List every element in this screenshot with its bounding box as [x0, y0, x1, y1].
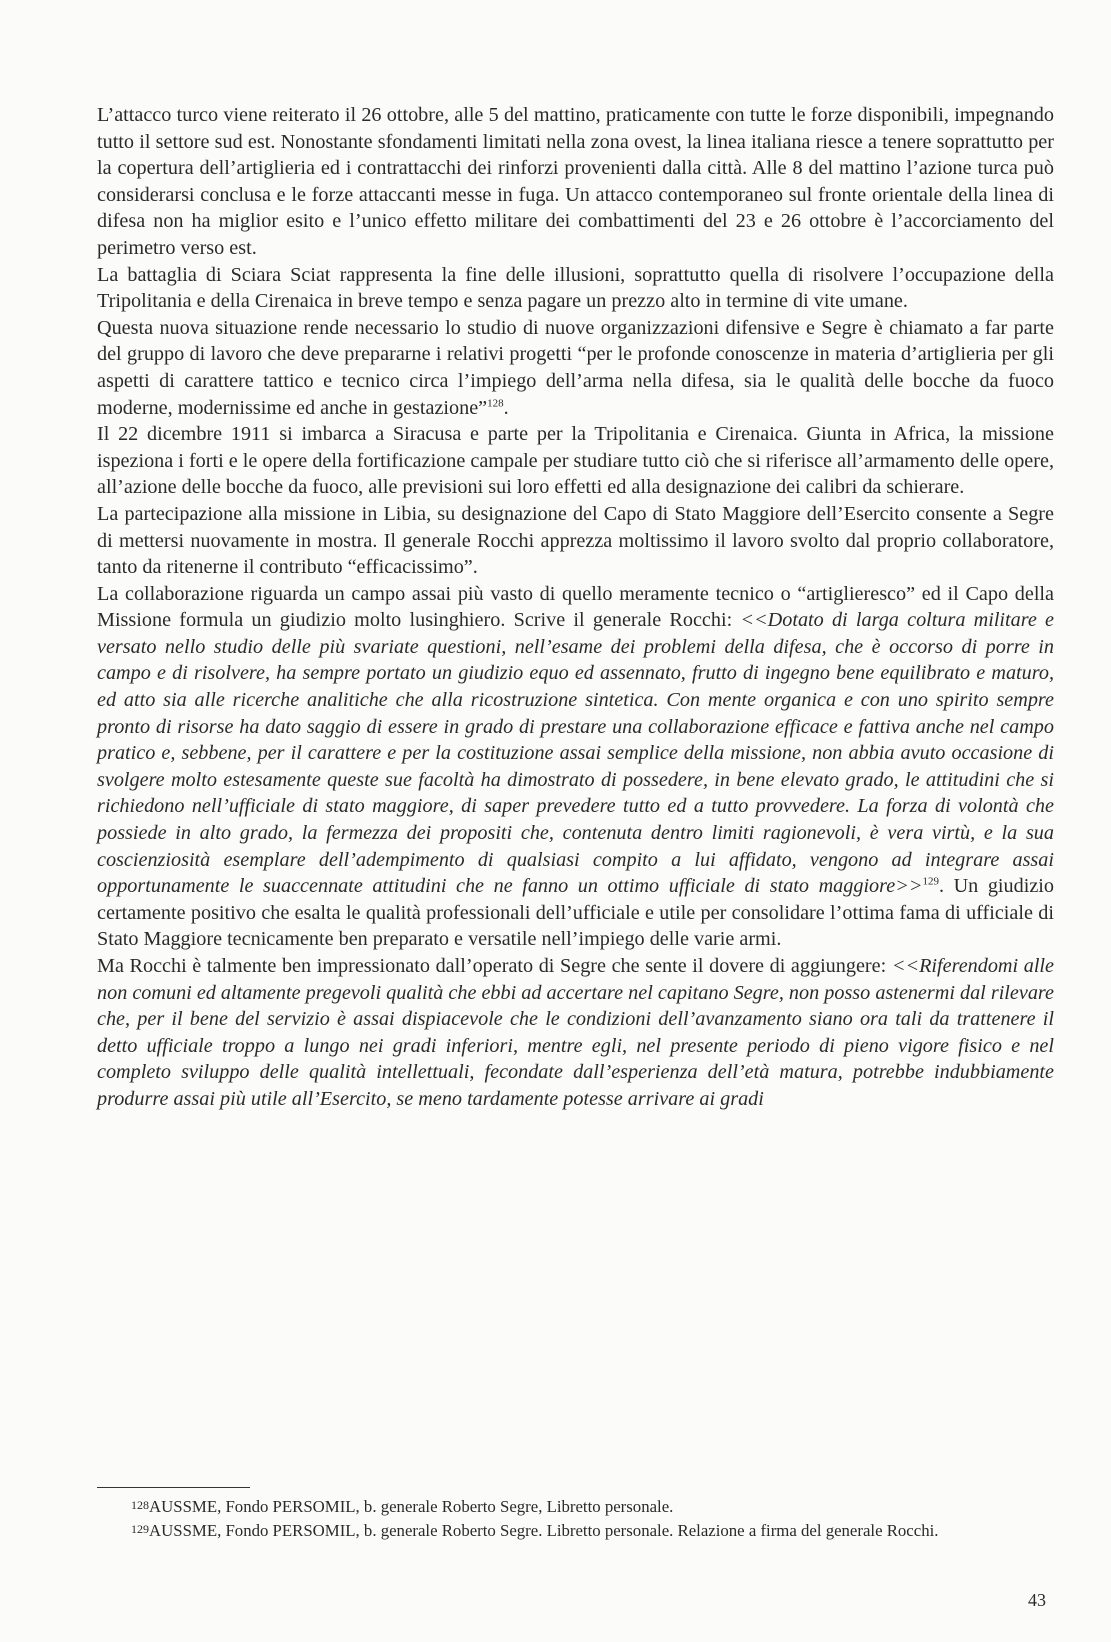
- paragraph-7: Ma Rocchi è talmente ben impressionato dall’operato di Segre che sente il dovere di aggiungere: <<Riferendomi alle non comuni ed altamente pregevoli qualità che ebbi ad accertare nel capitano Segre, non posso astenermi dal rilevare che, per il bene del servizio è assai dispiacevole che le condizioni dell’avanzamento siano ora tali da trattenere il detto ufficiale troppo a lungo nei gradi inferiori, mentre egli, nel presente periodo di pieno vigore fisico e nel completo sviluppo delle qualità intellettuali, fecondate dall’esperienza dell’età matura, potrebbe indubbiamente produrre assai più utile all’Esercito, se meno tardamente potesse arrivare ai gradi: [97, 955, 1054, 1110]
- paragraph-5: La partecipazione alla missione in Libia, su designazione del Capo di Stato Maggiore dell’Esercito consente a Segre di mettersi nuovamente in mostra. Il generale Rocchi apprezza moltissimo il lavoro svolto dal proprio collaboratore, tanto da ritenerne il contributo “efficacissimo”.: [97, 502, 1054, 579]
- footnote-text: AUSSME, Fondo PERSOMIL, b. generale Roberto Segre, Libretto personale.: [149, 1497, 674, 1516]
- paragraph-6: La collaborazione riguarda un campo assai più vasto di quello meramente tecnico o “artiglieresco” ed il Capo della Missione formula un giudizio molto lusinghiero. Scrive il generale Rocchi: <<Dotato di larga coltura militare e versato nello studio delle più svariate questioni, nell’esame dei problemi della difesa, che è occorso di porre in campo e di risolvere, ha sempre portato un giudizio equo ed assennato, frutto di ingegno bene equilibrato e maturo, ed atto sia alle ricerche analitiche che alla ricostruzione sintetica. Con mente organica e con uno spirito sempre pronto di risorse ha dato saggio di essere in grado di prestare una collaborazione efficace e fattiva anche nel campo pratico e, sebbene, per il carattere e per la costituzione assai semplice della missione, non abbia avuto occasione di svolgere molto estesamente queste sue facoltà ha dimostrato di possedere, in bene elevato grado, le attitudini che si richiedono nell’ufficiale di stato maggiore, di saper prevedere tutto ed a tutto provvedere. La forza di volontà che possiede in alto grado, la fermezza dei propositi che, contenuta dentro limiti ragionevoli, è vera virtù, e la sua coscienziosità esemplare dell’adempimento di qualsiasi compito a lui affidato, vengono ad integrare assai opportunamente le suaccennate attitudini che ne fanno un ottimo ufficiale di stato maggiore>>$^{129}$. Un giudizio certamente positivo che esalta le qualità professionali dell’ufficiale e utile per consolidare l’ottima fama di ufficiale di Stato Maggiore tecnicamente ben preparato e versatile nell’impiego delle varie armi.: [97, 582, 1054, 951]
- page-number: 43: [1028, 1590, 1046, 1610]
- footnote-ref-129[interactable]: 129: [922, 875, 939, 888]
- footnote-129: [97, 1519, 1054, 1543]
- footnote-128: [97, 1495, 1054, 1519]
- paragraph-3: Questa nuova situazione rende necessario lo studio di nuove organizzazioni difensive e Segre è chiamato a far parte del gruppo di lavoro che deve prepararne i relativi progetti “per le profonde conoscenze in materia d’artiglieria per gli aspetti di carattere tattico e tecnico circa l’impiego dell’arma nella difesa, sia le qualità delle bocche da fuoco moderne, modernissime ed anche in gestazione”$^{128}$.: [97, 316, 1054, 419]
- paragraph-4: Il 22 dicembre 1911 si imbarca a Siracusa e parte per la Tripolitania e Cirenaica. Giunta in Africa, la missione ispeziona i forti e le opere della fortificazione campale per studiare tutto ciò che si riferisce all’armamento delle opere, all’azione delle bocche da fuoco, alle previsioni sui loro effetti ed alla designazione dei calibri da schierare.: [97, 423, 1054, 499]
- quote-rocchi-2: <<Riferendomi alle non comuni ed altamente pregevoli qualità che ebbi ad accertare nel capitano Segre, non posso astenermi dal rilevare che, per il bene del servizio è assai dispiacevole che le condizioni dell’avanzamento siano ora tali da trattenere il detto ufficiale troppo a lungo nei gradi inferiori, mentre egli, nel presente periodo di pieno vigore fisico e nel completo sviluppo delle qualità intellettuali, fecondate dall’esperienza dell’età matura, potrebbe indubbiamente produrre assai più utile all’Esercito, se meno tardamente potesse arrivare ai gradi: [97, 955, 1054, 1110]
- footnotes: [97, 1495, 1054, 1543]
- footnote-number: 128: [131, 1498, 149, 1512]
- footnote-number: 129: [131, 1522, 149, 1536]
- footnote-divider: [97, 1487, 250, 1488]
- paragraph-1: L’attacco turco viene reiterato il 26 ottobre, alle 5 del mattino, praticamente con tutte le forze disponibili, impegnando tutto il settore sud est. Nonostante sfondamenti limitati nella zona ovest, la linea italiana riesce a tenere soprattutto per la copertura dell’artiglieria ed i contrattacchi dei rinforzi provenienti dalla città. Alle 8 del mattino l’azione turca può considerarsi conclusa e le forze attaccanti messe in fuga. Un attacco contemporaneo sul fronte orientale della linea di difesa non ha miglior esito e l’unico effetto militare dei combattimenti del 23 e 26 ottobre è l’accorciamento del perimetro verso est.: [97, 104, 1054, 259]
- footnote-text: AUSSME, Fondo PERSOMIL, b. generale Roberto Segre. Libretto personale. Relazione a firma del generale Rocchi.: [149, 1521, 939, 1540]
- footnote-ref-128[interactable]: 128: [487, 396, 504, 409]
- quote-rocchi-1: <<Dotato di larga coltura militare e versato nello studio delle più svariate questioni, nell’esame dei problemi della difesa, che è occorso di porre in campo e di risolvere, ha sempre portato un giudizio equo ed assennato, frutto di ingegno bene equilibrato e maturo, ed atto sia alle ricerche analitiche che alla ricostruzione sintetica. Con mente organica e con uno spirito sempre pronto di risorse ha dato saggio di essere in grado di prestare una collaborazione efficace e fattiva anche nel campo pratico e, sebbene, per il carattere e per la costituzione assai semplice della missione, non abbia avuto occasione di svolgere molto estesamente queste sue facoltà ha dimostrato di possedere, in bene elevato grado, le attitudini che si richiedono nell’ufficiale di stato maggiore, di saper prevedere tutto ed a tutto provvedere. La forza di volontà che possiede in alto grado, la fermezza dei propositi che, contenuta dentro limiti ragionevoli, è vera virtù, e la sua coscienziosità esemplare dell’adempimento di qualsiasi compito a lui affidato, vengono ad integrare assai opportunamente le suaccennate attitudini che ne fanno un ottimo ufficiale di stato maggiore>>: [97, 609, 1054, 898]
- body-text: [97, 102, 1054, 1113]
- paragraph-2: La battaglia di Sciara Sciat rappresenta la fine delle illusioni, soprattutto quella di risolvere l’occupazione della Tripolitania e della Cirenaica in breve tempo e senza pagare un prezzo alto in termine di vite umane.: [97, 263, 1054, 313]
